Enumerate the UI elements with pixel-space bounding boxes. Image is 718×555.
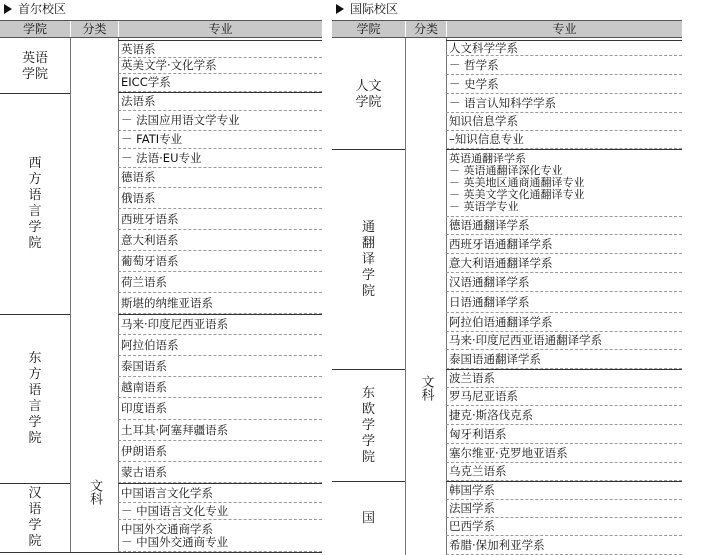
college-cell (332, 40, 405, 149)
major-name: 法国学系 (449, 501, 495, 515)
major-name: 英美文学·文化学系 (121, 58, 217, 72)
major-name: 西班牙语通翻译学系 (449, 236, 553, 251)
major-row (446, 217, 682, 235)
seoul-campus-table (0, 0, 330, 555)
division-label: 文科 (87, 479, 102, 505)
major-row (118, 335, 322, 356)
header-division: 分类 (70, 21, 118, 37)
major-row (446, 113, 682, 131)
header-college: 学院 (22, 22, 47, 36)
major-row (446, 388, 682, 406)
college-name-part: 院 (28, 534, 42, 549)
college-name-part: 院 (28, 431, 42, 446)
header-major: 专业 (118, 21, 322, 37)
major-name: 塞尔维亚·克罗地亚语系 (449, 445, 568, 460)
college-name (362, 511, 375, 527)
major-row (118, 420, 322, 441)
major-row (118, 92, 322, 111)
campus-title-text: 国际校区 (350, 2, 399, 16)
major-name: 波兰语系 (449, 371, 495, 385)
major-row (446, 463, 682, 481)
major-name: － FATI专业 (121, 132, 183, 146)
major-row (446, 40, 682, 56)
major-row (446, 273, 682, 292)
college-name (28, 156, 41, 252)
major-name: 越南语系 (121, 379, 167, 394)
college-name-part: 语 (28, 383, 42, 398)
college-name-part: 学院 (355, 94, 382, 110)
major-name: － 语言认知科学学系 (449, 95, 557, 110)
major-name: 意大利语通翻译学系 (449, 255, 553, 270)
major-name: 伊朗语系 (121, 443, 167, 458)
major-row (446, 56, 682, 75)
major-name: 匈牙利语系 (449, 426, 507, 441)
college-name-part: 东 (28, 351, 42, 366)
major-name: 葡萄牙语系 (121, 253, 179, 268)
college-name-part: 院 (361, 283, 375, 299)
college-cell (332, 369, 405, 481)
major-name: 蒙古语系 (121, 464, 167, 479)
major-name: － 英美地区通商通翻译专业 (449, 176, 585, 189)
college-name (28, 351, 41, 447)
major-name: 法语系 (121, 94, 156, 108)
college-name-part: 学 (28, 220, 42, 235)
triangle-bullet-icon (336, 4, 344, 14)
major-row (446, 254, 682, 273)
major-name: － 英语通翻译深化专业 (449, 164, 563, 177)
major-row (446, 94, 682, 113)
major-name: － 英语学专业 (449, 200, 519, 213)
major-name: 汉语通翻译学系 (449, 274, 530, 289)
major-row (118, 377, 322, 398)
major-name: － 法国应用语文学专业 (121, 113, 240, 127)
major-name: 印度语系 (121, 401, 167, 415)
major-row (118, 230, 322, 251)
college-name-part: 语 (28, 502, 42, 517)
college-name-part: 学 (361, 433, 375, 449)
major-row (118, 462, 322, 483)
major-row (446, 425, 682, 444)
college-name-part: 院 (28, 236, 42, 251)
major-row (118, 40, 322, 58)
major-row (446, 313, 682, 332)
major-row (118, 58, 322, 74)
major-name: － 法语·EU专业 (121, 150, 202, 165)
college-name (22, 51, 48, 83)
major-name: 阿拉伯语系 (121, 337, 179, 352)
college-name-part: 汉 (28, 486, 42, 501)
major-name: 德语通翻译学系 (449, 218, 530, 232)
major-name: –知识信息专业 (449, 132, 524, 146)
major-name: 英语通翻译学系 (449, 152, 526, 165)
major-name: 泰国语通翻译学系 (449, 351, 541, 366)
major-row (118, 483, 322, 503)
major-row (118, 149, 322, 168)
major-row (446, 75, 682, 94)
college-name-part: 学院 (21, 66, 48, 82)
major-name: 西班牙语系 (121, 211, 179, 226)
major-name: 韩国学系 (449, 483, 495, 497)
college-name-part: 学 (28, 415, 42, 430)
major-name: 意大利语系 (121, 232, 179, 247)
major-row (118, 111, 322, 131)
college-cell (0, 314, 70, 483)
major-name: 罗马尼亚语系 (449, 389, 518, 403)
major-row (118, 251, 322, 272)
major-row (446, 292, 682, 313)
major-name: 知识信息学系 (449, 114, 518, 128)
major-name: 斯堪的纳维亚语系 (121, 295, 213, 310)
college-name-part: 语 (28, 188, 42, 203)
header-major: 专业 (446, 21, 682, 37)
college-cell (0, 40, 70, 93)
major-row (446, 500, 682, 518)
college-name-part: 译 (361, 251, 375, 267)
major-name: 英语系 (121, 41, 156, 56)
campus-title (0, 0, 66, 18)
major-row (446, 149, 682, 217)
major-name: － 中国语言文化专业 (121, 503, 229, 518)
major-row (446, 369, 682, 388)
major-name: 马来·印度尼西亚语通翻译学系 (449, 333, 603, 347)
major-row (446, 332, 682, 350)
major-name: EICC学系 (121, 75, 171, 89)
college-cell (0, 483, 70, 552)
major-row (118, 314, 322, 335)
global-campus-table (332, 0, 682, 555)
header-college: 学院 (356, 22, 381, 36)
header-division: 分类 (405, 21, 446, 37)
college-name-part: 欧 (361, 401, 375, 417)
major-row (118, 293, 322, 314)
major-name: 人文科学学系 (449, 40, 518, 55)
major-name: 希腊·保加利亚学系 (449, 537, 545, 552)
major-name: 俄语系 (121, 190, 156, 205)
college-name-part: 学 (361, 417, 375, 433)
college-name (362, 220, 375, 300)
major-row (446, 444, 682, 463)
college-name-part: 院 (361, 449, 375, 465)
major-name: － 英美文学文化通翻译专业 (449, 188, 585, 201)
major-name: 德语系 (121, 170, 156, 184)
major-row (446, 518, 682, 536)
college-name-part: 人文 (355, 78, 382, 94)
major-row (118, 503, 322, 520)
major-name: － 史学系 (449, 76, 499, 91)
major-row (118, 398, 322, 420)
college-name-part: 言 (28, 204, 42, 219)
major-name: 捷克·斯洛伐克系 (449, 407, 534, 422)
major-row (118, 168, 322, 188)
major-row (118, 356, 322, 377)
table-header (0, 20, 322, 38)
major-row (118, 209, 322, 230)
major-name: 巴西学系 (449, 519, 495, 533)
college-name-part: 翻 (361, 235, 375, 251)
major-row (446, 350, 682, 369)
major-name: 土耳其·阿塞拜疆语系 (121, 422, 229, 437)
major-name: 泰国语系 (121, 358, 167, 373)
column-divider (405, 38, 406, 555)
major-row (446, 406, 682, 425)
major-row (118, 74, 322, 92)
campus-title-text: 首尔校区 (18, 2, 67, 16)
college-name-part: 通 (361, 219, 375, 235)
major-name: 乌克兰语系 (449, 464, 507, 478)
college-name-part: 国 (361, 510, 375, 526)
table-bottom-border (0, 552, 322, 553)
triangle-bullet-icon (4, 4, 12, 14)
college-name-part: 西 (28, 156, 42, 171)
major-row (446, 131, 682, 149)
college-name-part: 方 (28, 172, 42, 187)
major-row (446, 235, 682, 254)
division-label: 文科 (418, 375, 434, 401)
college-cell (332, 481, 405, 555)
major-row (118, 131, 322, 149)
major-row (118, 272, 322, 293)
college-name-part: 言 (28, 399, 42, 414)
college-name (362, 386, 375, 466)
major-name: 中国语言文化学系 (121, 485, 213, 500)
major-name: 日语通翻译学系 (449, 294, 530, 309)
campus-title (332, 0, 398, 18)
major-name: 马来·印度尼西亚语系 (121, 317, 229, 331)
table-header (332, 20, 682, 38)
college-name (355, 79, 381, 111)
major-row (118, 188, 322, 209)
college-name-part: 方 (28, 367, 42, 382)
major-name: 中国外交通商学系 (121, 521, 213, 536)
major-name: 荷兰语系 (121, 274, 167, 289)
major-name: － 哲学系 (449, 57, 499, 72)
college-name-part: 东 (361, 385, 375, 401)
college-name (28, 486, 41, 550)
major-row (446, 481, 682, 500)
college-name-part: 学 (28, 518, 42, 533)
major-name: 阿拉伯语通翻译学系 (449, 314, 553, 329)
major-row (118, 441, 322, 462)
college-cell (332, 149, 405, 369)
major-row (446, 536, 682, 555)
college-name-part: 英语 (21, 50, 48, 66)
major-name: － 中国外交通商专业 (121, 534, 229, 549)
college-cell (0, 93, 70, 314)
major-row (118, 520, 322, 552)
college-name-part: 学 (361, 267, 375, 283)
